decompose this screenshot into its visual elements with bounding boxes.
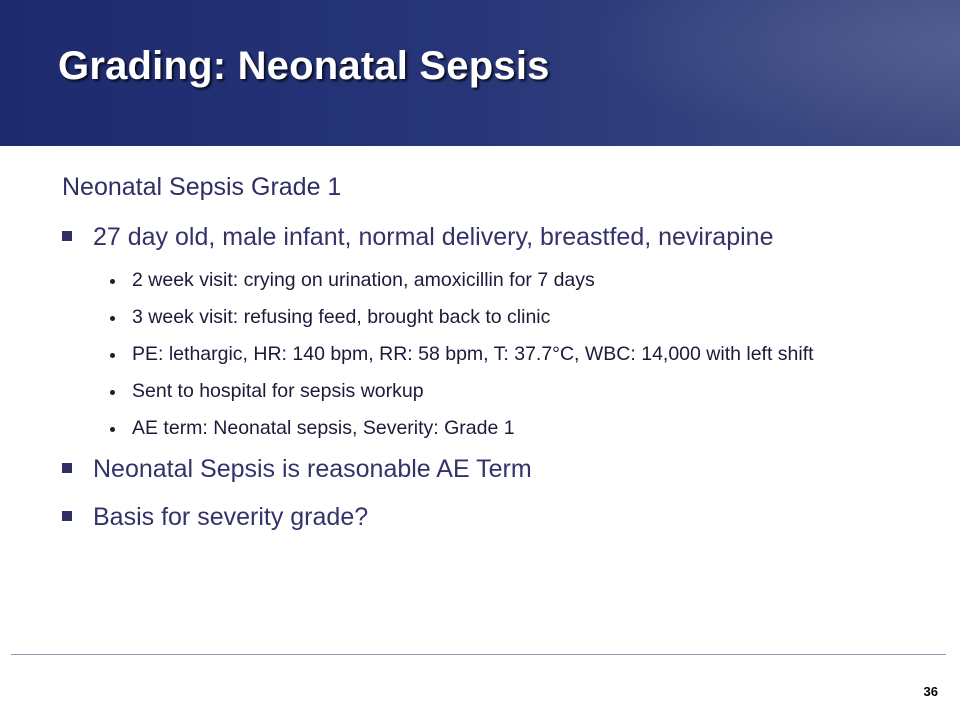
page-number: 36 <box>923 684 938 699</box>
sub-bullet-item <box>110 416 892 440</box>
footer-divider <box>11 654 946 655</box>
subheading: Neonatal Sepsis Grade 1 <box>62 173 342 201</box>
bullet-item <box>62 454 892 484</box>
sub-bullet-item <box>110 379 892 403</box>
dot-bullet-icon <box>110 279 115 284</box>
dot-bullet-icon <box>110 427 115 432</box>
square-bullet-icon <box>62 511 72 521</box>
sub-bullet-text: 2 week visit: crying on urination, amoxicillin for 7 days <box>132 269 595 291</box>
sub-bullet-text: PE: lethargic, HR: 140 bpm, RR: 58 bpm, T: 37.7°C, WBC: 14,000 with left shift <box>132 343 814 365</box>
sub-bullet-text: AE term: Neonatal sepsis, Severity: Grade 1 <box>132 417 515 439</box>
sub-bullet-item <box>110 268 892 292</box>
sub-bullet-item <box>110 342 892 366</box>
dot-bullet-icon <box>110 316 115 321</box>
sub-bullet-text: Sent to hospital for sepsis workup <box>132 380 424 402</box>
bullet-item <box>62 502 892 532</box>
bullet-text: 27 day old, male infant, normal delivery, breastfed, nevirapine <box>93 223 774 251</box>
square-bullet-icon <box>62 463 72 473</box>
slide-title: Grading: Neonatal Sepsis <box>58 44 550 88</box>
sub-bullet-list <box>110 268 892 440</box>
dot-bullet-icon <box>110 390 115 395</box>
bullet-item <box>62 222 892 252</box>
bullet-text: Neonatal Sepsis is reasonable AE Term <box>93 455 532 483</box>
sub-bullet-text: 3 week visit: refusing feed, brought back to clinic <box>132 306 551 328</box>
sub-bullet-item <box>110 305 892 329</box>
title-banner <box>0 0 960 146</box>
bullet-text: Basis for severity grade? <box>93 503 369 531</box>
slide-body <box>62 172 892 532</box>
dot-bullet-icon <box>110 353 115 358</box>
square-bullet-icon <box>62 231 72 241</box>
